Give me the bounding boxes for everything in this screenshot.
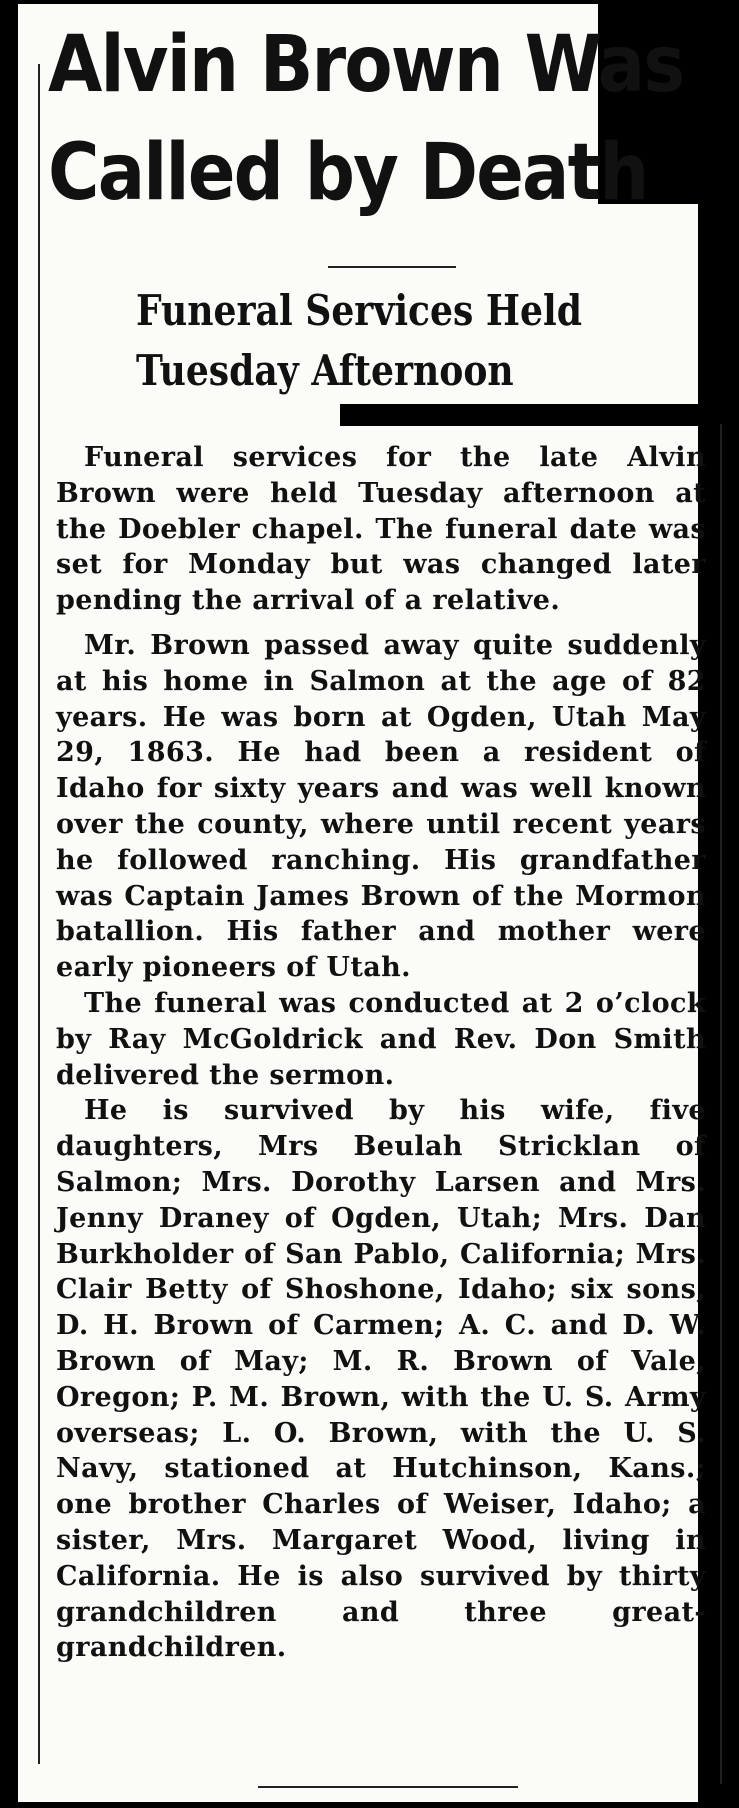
- headline-line-2: Called by Death: [48, 128, 648, 218]
- subheadline-line-1: Funeral Services Held: [136, 286, 583, 335]
- subheadline-line-2: Tuesday Afternoon: [136, 346, 514, 395]
- headline-divider: [328, 266, 456, 268]
- article-paragraph: He is survived by his wife, five daughters, Mrs Beulah Stricklan of Salmon; Mrs. Dorothy Larsen and Mrs. Jenny Draney of Ogden, Utah; Mrs. Dan Burkholder of San Pablo, California; Mrs. Clair Betty of Shoshone, Idaho; six sons, D. H. Brown of Carmen; A. C. and D. W. Brown of May; M. R. Brown of Vale, Oregon; P. M. Brown, with the U. S. Army overseas; L. O. Brown, with the U. S. Navy, stationed at Hutchinson, Kans.; one brother Charles of Weiser, Idaho; a sister, Mrs. Margaret Wood, living in California. He is also survived by thirty grandchildren and three great-grandchildren.: [56, 1095, 706, 1664]
- bottom-rule: [258, 1786, 518, 1788]
- scan-shadow-left: [8, 4, 18, 1802]
- column-rule-right: [720, 424, 722, 1784]
- article-body: [56, 440, 706, 1666]
- article-paragraph: Funeral services for the late Alvin Brown were held Tuesday afternoon at the Doebler chapel. The funeral date was set for Monday but was changed later pending the arrival of a relative.: [56, 442, 706, 617]
- column-rule-left: [38, 64, 40, 1764]
- article-paragraph: Mr. Brown passed away quite suddenly at his home in Salmon at the age of 82 years. He was born at Ogden, Utah May 29, 1863. He had been a resident of Idaho for sixty years and was well known over the county, where until recent years he followed ranching. His grandfather was Captain James Brown of the Mormon batallion. His father and mother were early pioneers of Utah.: [56, 629, 706, 984]
- headline-line-1: Alvin Brown Was: [48, 20, 684, 110]
- scan-shadow-mid: [340, 404, 730, 426]
- article-paragraph: The funeral was conducted at 2 o’clock by Ray McGoldrick and Rev. Don Smith delivered the sermon.: [56, 987, 706, 1091]
- newspaper-clipping: [8, 4, 730, 1802]
